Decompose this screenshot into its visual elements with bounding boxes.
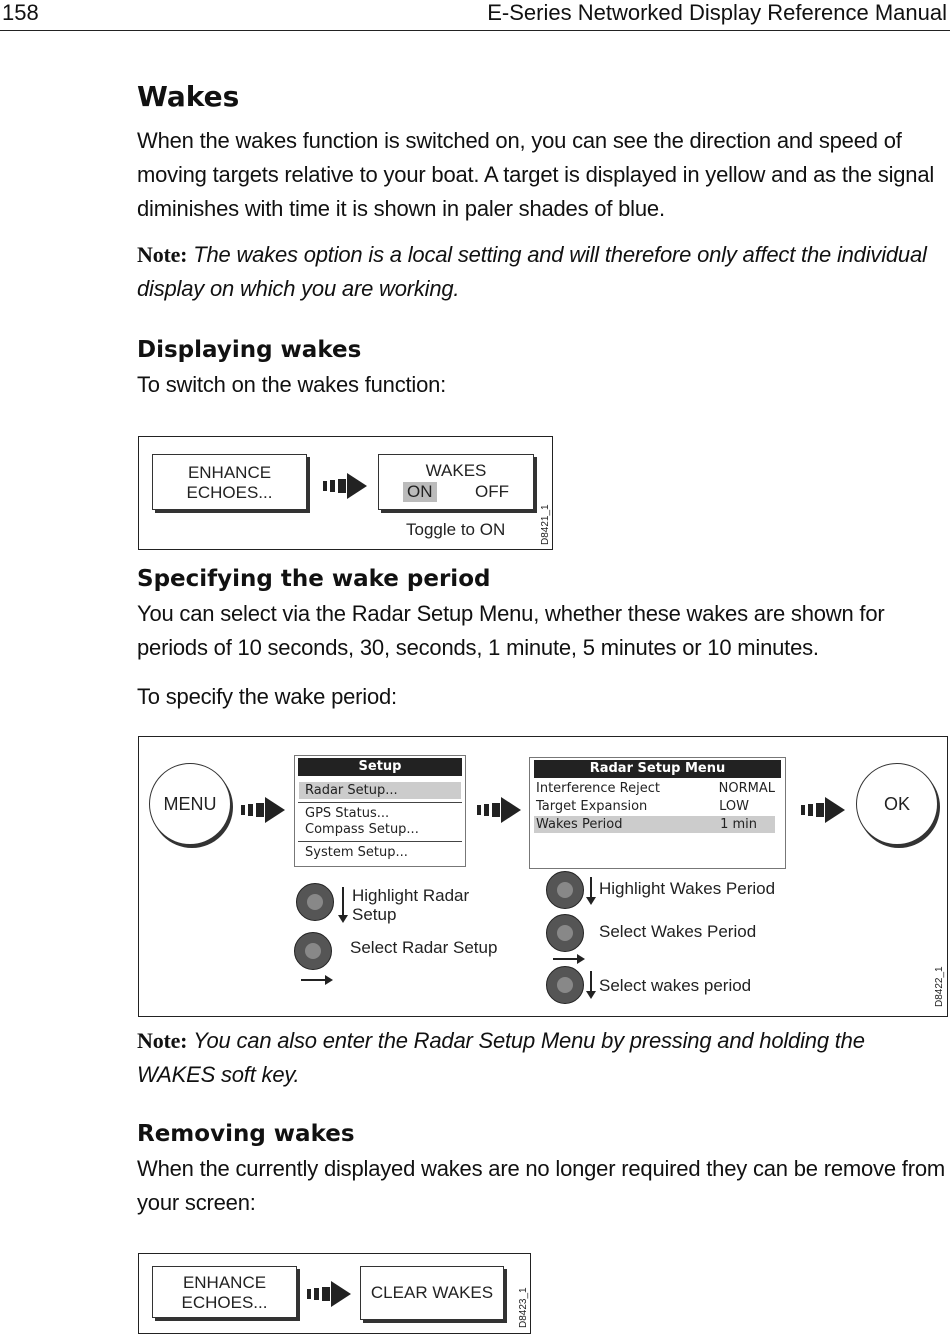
radar-row-wakes-period[interactable] <box>534 816 775 833</box>
section-heading-displaying: Displaying wakes <box>137 337 362 363</box>
figure-code: D8423_1 <box>518 1287 529 1328</box>
ok-button[interactable]: OK <box>856 763 938 845</box>
right-arrow-icon <box>323 473 367 499</box>
radar-row-target-expansion[interactable] <box>530 798 785 816</box>
note-label: Note: <box>137 242 188 267</box>
setup-item-radar[interactable]: Radar Setup... <box>299 782 461 799</box>
radar-row-label: Target Expansion <box>536 799 648 814</box>
figure-displaying-wakes <box>138 436 553 550</box>
radar-row-label: Interference Reject <box>536 781 660 796</box>
trackpad-icon <box>546 871 584 909</box>
step-highlight-radar <box>352 886 469 924</box>
right-arrow-icon <box>301 979 325 981</box>
removing-body: When the currently displayed wakes are no longer required they can be remove from your screen: <box>137 1156 946 1215</box>
note-label: Note: <box>137 1028 188 1053</box>
trackpad-icon <box>296 883 334 921</box>
setup-item-system[interactable]: System Setup... <box>305 845 408 860</box>
trackpad-icon <box>546 914 584 952</box>
setup-menu-screen <box>294 755 466 867</box>
right-arrow-icon <box>307 1281 351 1307</box>
section-heading-wakes: Wakes <box>137 80 240 113</box>
radar-setup-menu-title: Radar Setup Menu <box>534 760 781 778</box>
radar-row-value: LOW <box>719 799 749 814</box>
wakes-softkey[interactable] <box>378 454 534 510</box>
right-arrow-icon <box>801 797 845 823</box>
figure-code: D8421_1 <box>540 504 551 545</box>
radar-row-label: Wakes Period <box>536 817 623 832</box>
wakes-off-option: OFF <box>475 482 509 501</box>
section-heading-removing: Removing wakes <box>137 1121 355 1147</box>
softkey-label-line2: ECHOES... <box>181 1293 268 1312</box>
note-text: You can also enter the Radar Setup Menu by pressing and holding the WAKES soft key. <box>137 1028 865 1087</box>
page-header <box>0 0 950 31</box>
down-arrow-icon <box>342 887 344 917</box>
trackpad-icon <box>546 966 584 1004</box>
specifying-body: You can select via the Radar Setup Menu, whether these wakes are shown for periods of 10 seconds, 30, seconds, 1 minute, 5 minutes or 10 minutes. <box>137 601 885 660</box>
setup-item-gps[interactable]: GPS Status... <box>305 806 390 821</box>
radar-row-interference[interactable] <box>530 780 785 798</box>
manual-title: E-Series Networked Display Reference Manual <box>487 0 947 25</box>
right-arrow-icon <box>553 958 577 960</box>
figure-code: D8422_1 <box>934 966 945 1007</box>
specifying-note <box>137 1024 945 1092</box>
figure-wake-period <box>138 736 948 1017</box>
step-highlight-wakes: Highlight Wakes Period <box>599 879 776 898</box>
setup-menu-title: Setup <box>298 758 462 776</box>
step-highlight-radar-line1: Highlight Radar <box>352 886 470 905</box>
menu-button[interactable]: MENU <box>149 763 231 845</box>
wakes-softkey-title: WAKES <box>425 461 487 480</box>
wakes-note <box>137 238 945 306</box>
page-number: 158 <box>2 0 39 25</box>
specifying-intro: To specify the wake period: <box>137 684 397 709</box>
note-text: The wakes option is a local setting and will therefore only affect the individual display on which you are working. <box>137 242 927 301</box>
radar-row-value: 1 min <box>720 817 757 832</box>
step-select-wakes: Select Wakes Period <box>599 922 757 941</box>
wakes-body: When the wakes function is switched on, you can see the direction and speed of moving targets relative to your boat. A target is displayed in yellow and as the signal diminishes with time it is shown in paler shades of blue. <box>137 128 935 221</box>
softkey-label-line1: ENHANCE <box>182 1273 267 1292</box>
radar-setup-menu-screen <box>529 757 786 869</box>
enhance-echoes-softkey[interactable] <box>152 454 307 510</box>
radar-row-value: NORMAL <box>718 781 775 796</box>
softkey-label-line1: ENHANCE <box>187 463 272 482</box>
displaying-intro: To switch on the wakes function: <box>137 372 447 397</box>
enhance-echoes-softkey[interactable] <box>152 1266 297 1318</box>
figure-removing-wakes <box>138 1253 531 1334</box>
step-select-wakes-period: Select wakes period <box>599 976 752 995</box>
trackpad-icon <box>294 932 332 970</box>
step-highlight-radar-line2: Setup <box>352 905 397 924</box>
toggle-caption: Toggle to ON <box>406 520 506 539</box>
section-heading-specifying: Specifying the wake period <box>137 566 491 592</box>
clear-wakes-softkey[interactable]: CLEAR WAKES <box>360 1266 504 1320</box>
softkey-label-line2: ECHOES... <box>186 483 273 502</box>
wakes-on-option: ON <box>403 482 437 502</box>
right-arrow-icon <box>241 797 285 823</box>
down-arrow-icon <box>590 971 592 993</box>
setup-item-compass[interactable]: Compass Setup... <box>305 822 419 837</box>
down-arrow-icon <box>590 877 592 899</box>
right-arrow-icon <box>477 797 521 823</box>
step-select-radar: Select Radar Setup <box>350 938 498 957</box>
